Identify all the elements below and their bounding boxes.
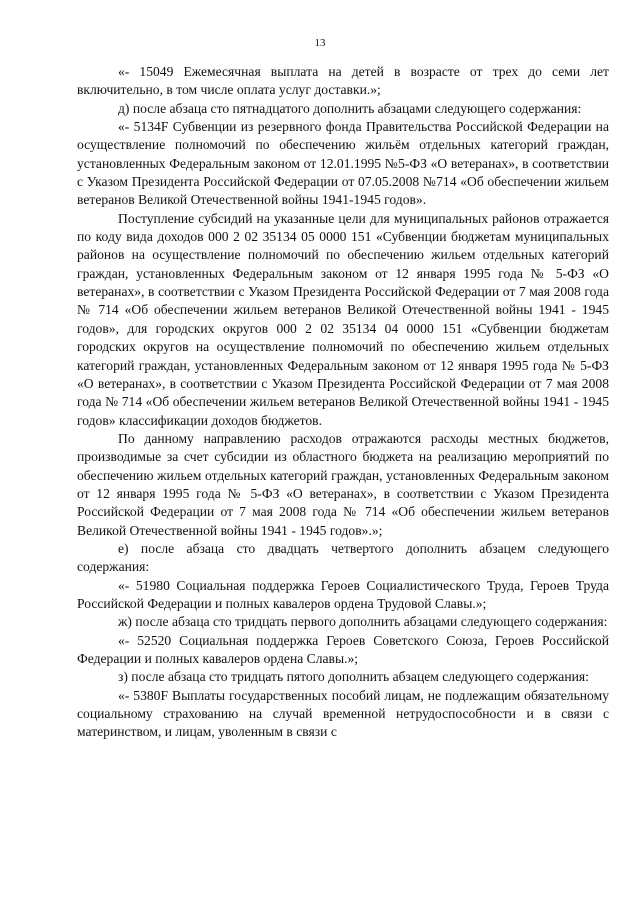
paragraph-5134f: «- 5134F Субвенции из резервного фонда Правительства Российской Федерации на осуществление полномочий по обеспечению жильём отдельных категорий граждан, установленных Федеральным законом от 12.01.1995 №5-ФЗ «О ветеранах», в соответствии с Указом Президента Российской Федерации от 07.05.2008 №714 «Об обеспечении жильем ветеранов Великой Отечественной войны 1941-1945 годов». xyxy=(77,119,609,208)
paragraph-5380f: «- 5380F Выплаты государственных пособий лицам, не подлежащим обязательному социальному страхованию на случай временной нетрудоспособности и в связи с материнством, и лицам, уволенным в связи с xyxy=(77,687,609,740)
paragraph-item-e: е) после абзаца сто двадцать четвертого дополнить абзацем следующего содержания: xyxy=(77,540,609,575)
document-body xyxy=(77,63,609,742)
page-number: 13 xyxy=(314,37,326,49)
paragraph-15049: «- 15049 Ежемесячная выплата на детей в возрасте от трех до семи лет включительно, в том числе оплата услуг доставки.»; xyxy=(77,64,609,98)
paragraph-item-d: д) после абзаца сто пятнадцатого дополнить абзацами следующего содержания: xyxy=(118,100,582,116)
paragraph-item-z: з) после абзаца сто тридцать пятого дополнить абзацем следующего содержания: xyxy=(118,669,589,685)
paragraph-51980: «- 51980 Социальная поддержка Героев Социалистического Труда, Героев Труда Российской Федерации и полных кавалеров ордена Трудовой Славы.»; xyxy=(77,577,609,611)
paragraph-subsidy-income: Поступление субсидий на указанные цели для муниципальных районов отражается по коду вида доходов 000 2 02 35134 05 0000 151 «Субвенции бюджетам муниципальных районов на осуществление полномочий по обеспечению жильем отдельных категорий граждан, установленных Федеральным законом от 12 января 1995 года № 5-ФЗ «О ветеранах», в соответствии с Указом Президента Российской Федерации от 7 мая 2008 года № 714 «Об обеспечении жильем ветеранов Великой Отечественной войны 1941 - 1945 годов», для городских округов 000 2 02 35134 04 0000 151 «Субвенции бюджетам городских округов на осуществление полномочий по обеспечению жильем отдельных категорий граждан, установленных Федеральным законом от 12 января 1995 года № 5-ФЗ «О ветеранах», в соответствии с Указом Президента Российской Федерации от 7 мая 2008 года № 714 «Об обеспечении жильем ветеранов Великой Отечественной войны 1941 - 1945 годов» классификации доходов бюджетов. xyxy=(77,210,609,428)
paragraph-item-zh: ж) после абзаца сто тридцать первого дополнить абзацами следующего содержания: xyxy=(118,614,608,630)
paragraph-52520: «- 52520 Социальная поддержка Героев Советского Союза, Героев Российской Федерации и полных кавалеров ордена Славы.»; xyxy=(77,632,609,666)
paragraph-expenses-direction: По данному направлению расходов отражаются расходы местных бюджетов, производимые за счет субсидии из областного бюджета на реализацию мероприятий по обеспечению жильем отдельных категорий граждан, установленных Федеральным законом от 12 января 1995 года № 5-ФЗ «О ветеранах», в соответствии с Указом Президента Российской Федерации от 7 мая 2008 года № 714 «Об обеспечении жильем ветеранов Великой Отечественной войны 1941 - 1945 годов».»; xyxy=(77,430,609,538)
